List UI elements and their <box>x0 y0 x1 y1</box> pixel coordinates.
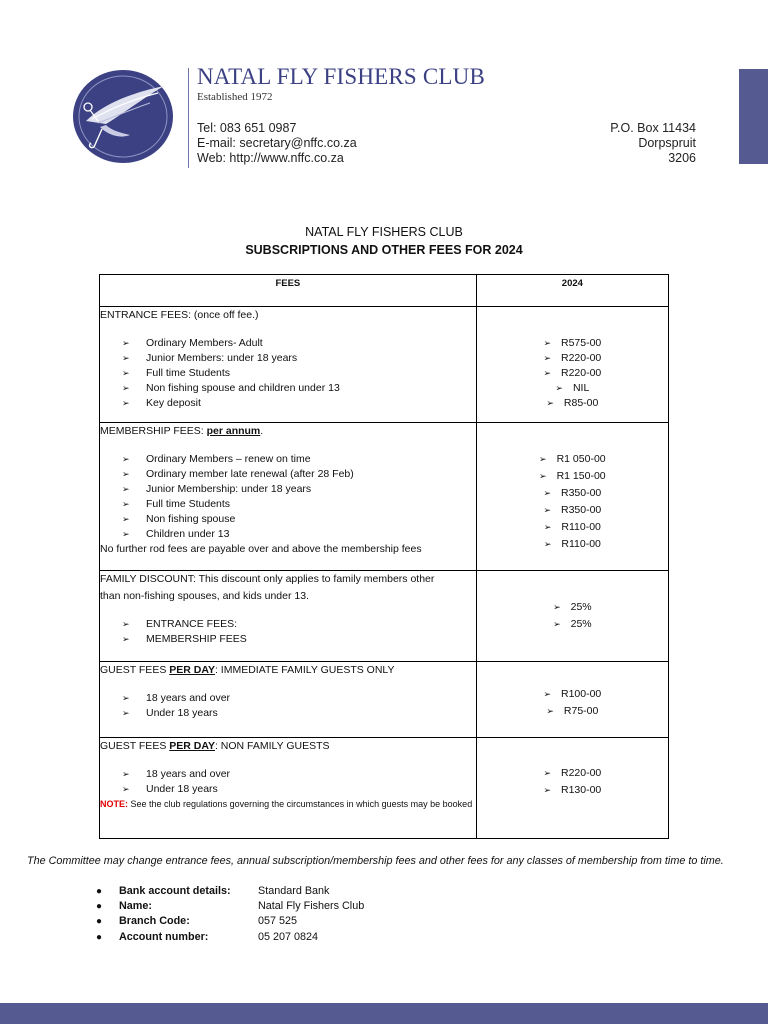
family-amounts-cell <box>476 571 668 662</box>
contact-email: E-mail: secretary@nffc.co.za <box>197 136 357 150</box>
arrow-bullet-icon: ➢ <box>543 488 551 498</box>
list-item: ➢ 18 years and over <box>122 692 231 704</box>
membership-fees-cell <box>100 423 477 571</box>
amount-value: ➢ R1 150-00 <box>539 470 606 482</box>
table-header-row <box>100 275 669 307</box>
arrow-bullet-icon: ➢ <box>543 353 551 363</box>
list-item: ➢ ENTRANCE FEES: <box>122 618 238 630</box>
bullet-icon: ● <box>96 932 103 943</box>
arrow-bullet-icon: ➢ <box>122 338 130 348</box>
arrow-bullet-icon: ➢ <box>122 619 130 629</box>
guest-nonfamily-cell <box>100 738 477 839</box>
list-item: ➢ Ordinary Members – renew on time <box>122 453 311 465</box>
arrow-bullet-icon: ➢ <box>122 784 130 794</box>
arrow-bullet-icon: ➢ <box>122 514 130 524</box>
amount-value: ➢ R350-00 <box>543 487 602 499</box>
membership-amounts-cell <box>476 423 668 571</box>
arrow-bullet-icon: ➢ <box>555 383 563 393</box>
guest-family-cell <box>100 662 477 738</box>
table-row <box>100 662 669 738</box>
arrow-bullet-icon: ➢ <box>543 768 551 778</box>
established-text: Established 1972 <box>197 91 273 103</box>
amount-value: ➢ R75-00 <box>546 705 599 717</box>
guest-family-amounts-cell <box>476 662 668 738</box>
amount-value: ➢ R100-00 <box>543 688 602 700</box>
committee-note: The Committee may change entrance fees, annual subscription/membership fees and other fees for any classes of membership from time to time. <box>27 855 724 867</box>
list-item: ➢ Under 18 years <box>122 707 218 719</box>
arrow-bullet-icon: ➢ <box>122 368 130 378</box>
amount-value: ➢ R220-00 <box>543 767 602 779</box>
table-row <box>100 307 669 423</box>
section-heading: ENTRANCE FEES: (once off fee.) <box>100 309 259 321</box>
amount-value: ➢ R575-00 <box>543 337 602 349</box>
footer-bar <box>0 1003 768 1024</box>
arrow-bullet-icon: ➢ <box>122 708 130 718</box>
amount-value: ➢ 25% <box>553 618 592 630</box>
amount-value: ➢ 25% <box>553 601 592 613</box>
bank-detail-row: ● Bank account details: Standard Bank <box>96 885 330 897</box>
arrow-bullet-icon: ➢ <box>543 522 552 532</box>
family-discount-cell <box>100 571 477 662</box>
arrow-bullet-icon: ➢ <box>539 454 547 464</box>
arrow-bullet-icon: ➢ <box>543 785 551 795</box>
fees-table <box>99 274 669 839</box>
list-item: ➢ 18 years and over <box>122 768 231 780</box>
section-heading: FAMILY DISCOUNT: This discount only applies to family members other <box>100 573 435 585</box>
arrow-bullet-icon: ➢ <box>122 634 130 644</box>
table-row <box>100 571 669 662</box>
arrow-bullet-icon: ➢ <box>553 619 561 629</box>
amount-value: ➢ R110-00 <box>543 521 601 533</box>
list-item: ➢ Junior Members: under 18 years <box>122 352 298 364</box>
section-heading: MEMBERSHIP FEES: per annum. <box>100 425 264 437</box>
arrow-bullet-icon: ➢ <box>122 769 130 779</box>
doc-title-line-2: SUBSCRIPTIONS AND OTHER FEES FOR 2024 <box>245 243 523 257</box>
arrow-bullet-icon: ➢ <box>122 454 130 464</box>
guest-note: NOTE: See the club regulations governing the circumstances in which guests may be booked <box>100 799 473 809</box>
amount-value: ➢ R220-00 <box>543 367 602 379</box>
arrow-bullet-icon: ➢ <box>543 338 551 348</box>
amount-value: ➢ NIL <box>555 382 590 394</box>
arrow-bullet-icon: ➢ <box>122 398 130 408</box>
list-item: ➢ Non fishing spouse and children under 13 <box>122 382 340 394</box>
address-line-2: Dorpspruit <box>638 136 696 150</box>
arrow-bullet-icon: ➢ <box>122 499 130 509</box>
entrance-amounts-cell <box>476 307 668 423</box>
contact-tel: Tel: 083 651 0987 <box>197 121 297 135</box>
org-name: NATAL FLY FISHERS CLUB <box>197 64 486 89</box>
guest-nonfamily-amounts-cell <box>476 738 668 839</box>
amount-value: ➢ R110-00 <box>543 538 601 550</box>
arrow-bullet-icon: ➢ <box>122 383 130 393</box>
bank-detail-row: ● Account number: 05 207 0824 <box>96 931 319 943</box>
header-fees: FEES <box>100 275 477 307</box>
list-item: ➢ Junior Membership: under 18 years <box>122 483 312 495</box>
section-heading: GUEST FEES PER DAY: IMMEDIATE FAMILY GUESTS ONLY <box>100 664 395 676</box>
arrow-bullet-icon: ➢ <box>122 529 130 539</box>
amount-value: ➢ R130-00 <box>543 784 602 796</box>
arrow-bullet-icon: ➢ <box>539 471 547 481</box>
list-item: ➢ Ordinary member late renewal (after 28 Feb) <box>122 468 354 480</box>
bank-detail-row: ● Name: Natal Fly Fishers Club <box>96 900 365 912</box>
arrow-bullet-icon: ➢ <box>546 398 554 408</box>
header-divider <box>188 68 189 168</box>
arrow-bullet-icon: ➢ <box>543 505 551 515</box>
table-row <box>100 738 669 839</box>
arrow-bullet-icon: ➢ <box>553 602 561 612</box>
arrow-bullet-icon: ➢ <box>122 484 130 494</box>
list-item: ➢ Under 18 years <box>122 783 218 795</box>
arrow-bullet-icon: ➢ <box>122 469 130 479</box>
bullet-icon: ● <box>96 916 103 927</box>
amount-value: ➢ R350-00 <box>543 504 602 516</box>
entrance-fees-cell <box>100 307 477 423</box>
amount-value: ➢ R220-00 <box>543 352 602 364</box>
arrow-bullet-icon: ➢ <box>543 368 551 378</box>
arrow-bullet-icon: ➢ <box>546 706 554 716</box>
amount-value: ➢ R85-00 <box>546 397 599 409</box>
list-item: ➢ Ordinary Members- Adult <box>122 337 263 349</box>
contact-web: Web: http://www.nffc.co.za <box>197 151 344 165</box>
bank-detail-row: ● Branch Code: 057 525 <box>96 915 298 927</box>
list-item: ➢ Non fishing spouse <box>122 513 236 525</box>
fly-lure-logo-icon <box>72 69 174 164</box>
list-item: ➢ Key deposit <box>122 397 201 409</box>
arrow-bullet-icon: ➢ <box>122 353 130 363</box>
arrow-bullet-icon: ➢ <box>543 539 552 549</box>
arrow-bullet-icon: ➢ <box>122 693 130 703</box>
table-row <box>100 423 669 571</box>
list-item: ➢ Children under 13 <box>122 528 230 540</box>
amount-value: ➢ R1 050-00 <box>539 453 606 465</box>
decorative-side-tab <box>739 69 768 164</box>
list-item: ➢ MEMBERSHIP FEES <box>122 633 247 645</box>
address-line-1: P.O. Box 11434 <box>610 121 696 135</box>
address-line-3: 3206 <box>668 151 696 165</box>
list-item: ➢ Full time Students <box>122 367 231 379</box>
list-item: ➢ Full time Students <box>122 498 231 510</box>
membership-footer-text: No further rod fees are payable over and above the membership fees <box>100 543 422 555</box>
bullet-icon: ● <box>96 886 103 897</box>
doc-title-line-1: NATAL FLY FISHERS CLUB <box>305 225 463 239</box>
bullet-icon: ● <box>96 901 103 912</box>
header-year: 2024 <box>476 275 668 307</box>
section-heading: GUEST FEES PER DAY: NON FAMILY GUESTS <box>100 740 330 752</box>
section-heading-cont: than non-fishing spouses, and kids under 13. <box>100 590 309 602</box>
arrow-bullet-icon: ➢ <box>543 689 551 699</box>
